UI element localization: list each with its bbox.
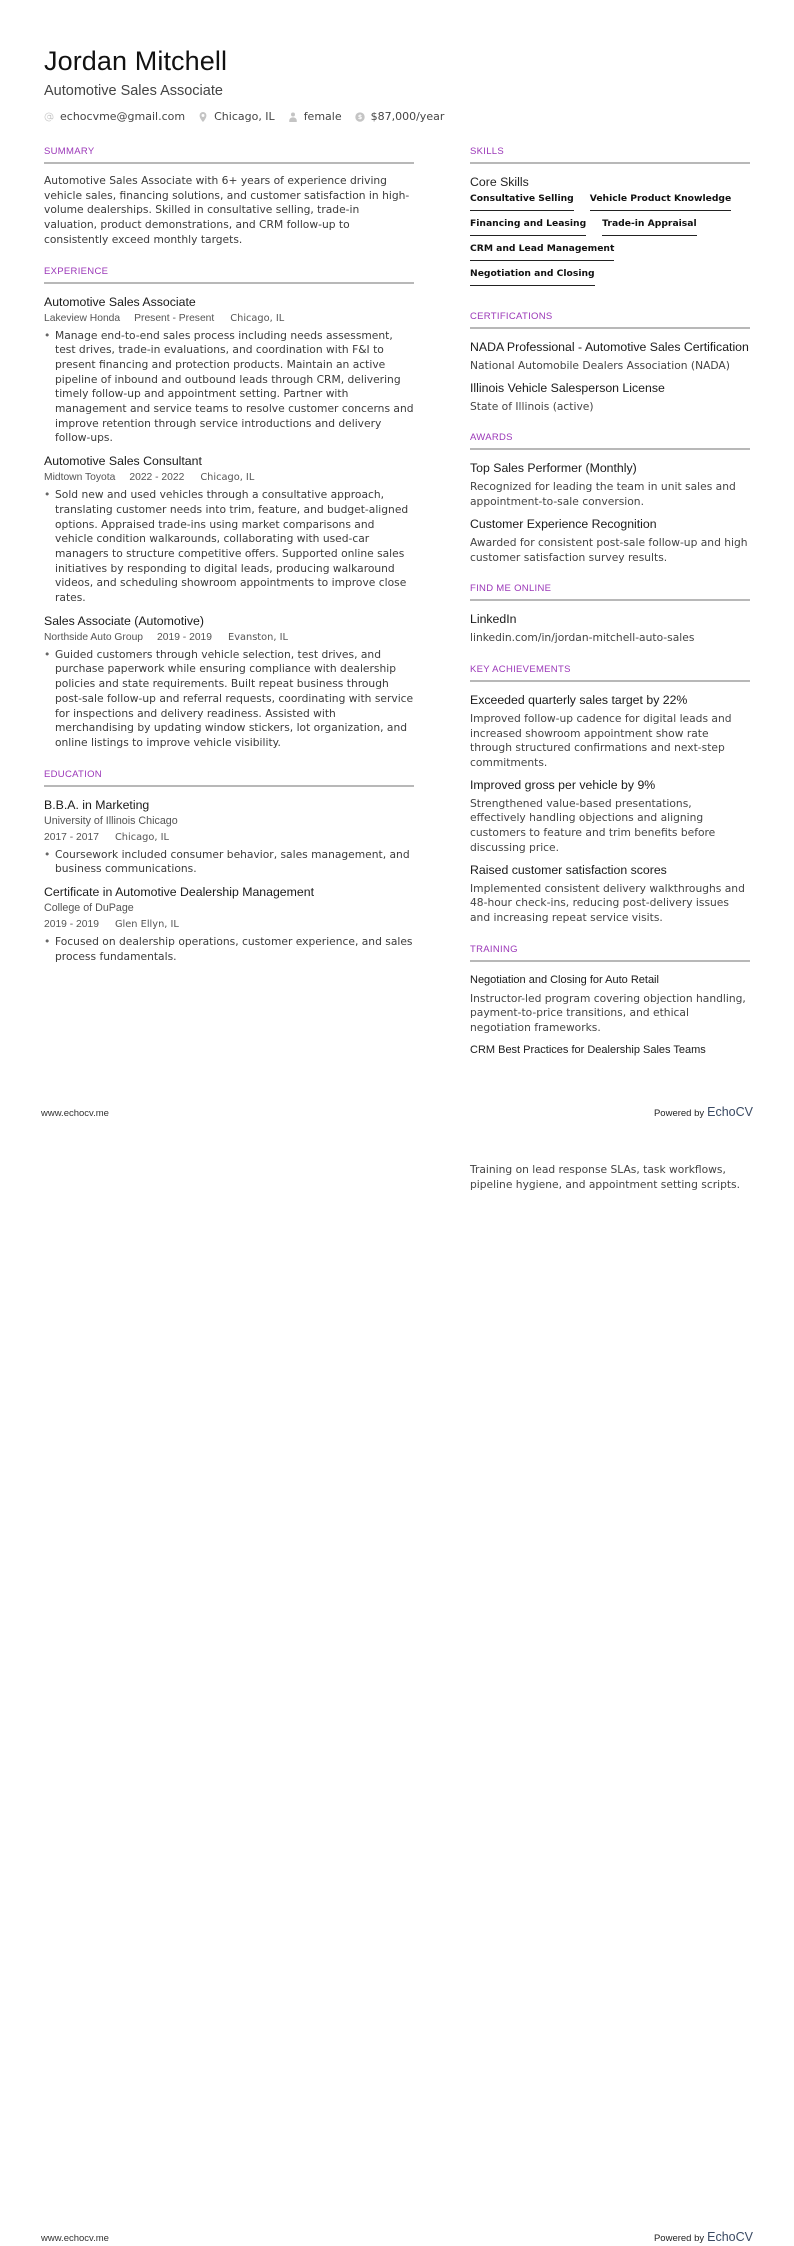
education-meta (44, 917, 414, 932)
job-entry (44, 294, 414, 447)
job-dates: 2022 - 2022 (129, 472, 185, 484)
award-title: Customer Experience Recognition (470, 516, 657, 531)
skill-tag: Trade-in Appraisal (602, 218, 696, 236)
certification-issuer: National Automobile Dealers Association (NADA) (470, 359, 730, 372)
candidate-name: Jordan Mitchell (44, 46, 228, 76)
section-heading: FIND ME ONLINE (470, 583, 552, 595)
powered-by (654, 2226, 753, 2245)
education-bullets (44, 935, 414, 964)
job-meta (44, 630, 414, 645)
certification-title: NADA Professional - Automotive Sales Certification (470, 340, 749, 354)
education-bullet: • Focused on dealership operations, customer experience, and sales process fundamentals. (44, 935, 414, 964)
section-heading: AWARDS (470, 432, 513, 444)
summary-text: Automotive Sales Associate with 6+ years of experience driving vehicle sales, financing solutions, and customer satisfaction in high-volume dealerships. Skilled in consultative selling, trade-in valuation, product demonstrations, and CRM follow-up to consistently exceed monthly targets. (44, 174, 410, 246)
education-bullet: • Coursework included consumer behavior, sales management, and business communications. (44, 848, 414, 877)
job-meta (44, 470, 414, 485)
job-bullet: • Manage end-to-end sales process including needs assessment, test drives, trade-in evaluations, and coordination with F&I to present financing and protection products. Maintain an active pipeline of inbound and outbound leads through CRM, delivering timely follow-up and appointment setting. Partner with management and service teams to resolve customer concerns and improve retention through service introductions and delivery follow-ups. (44, 329, 414, 447)
certification-entry (470, 339, 750, 374)
footer-site-link[interactable]: www.echocv.me (41, 1108, 109, 1119)
section-divider (470, 162, 750, 164)
training-entry (470, 1042, 750, 1058)
svg-text:$: $ (357, 113, 362, 121)
powered-by-label: Powered by (653, 2233, 705, 2244)
online-section (470, 583, 750, 646)
training-description: Instructor-led program covering objection handling, payment-to-price transitions, and ethical negotiation frameworks. (470, 991, 746, 1035)
job-location: Chicago, IL (230, 312, 285, 324)
section-heading: EXPERIENCE (44, 265, 109, 277)
achievement-description: Implemented consistent delivery walkthroughs and 48-hour check-ins, reducing post-delivery issues and increasing repeat service visits. (470, 881, 745, 924)
dollar-icon (355, 112, 365, 122)
brand-logo[interactable]: EchoCV (707, 1105, 753, 1119)
job-dates: 2019 - 2019 (157, 631, 212, 643)
section-divider (470, 599, 750, 601)
location-text: Chicago, IL (214, 110, 275, 123)
brand-logo[interactable]: EchoCV (707, 2230, 753, 2244)
section-divider (44, 282, 414, 284)
section-divider (470, 327, 750, 329)
left-column (44, 146, 414, 983)
footer-site-link[interactable]: www.echocv.me (41, 2233, 109, 2244)
job-location: Chicago, IL (200, 472, 255, 484)
job-title: Automotive Sales Associate (44, 294, 196, 309)
job-title: Automotive Sales Consultant (44, 454, 202, 469)
training-section (470, 944, 750, 1058)
award-entry (470, 516, 750, 565)
education-location: Chicago, IL (114, 831, 169, 843)
achievement-description: Improved follow-up cadence for digital leads and increased showroom appointment show rate through structured confirmations and next-step commitments. (470, 711, 732, 770)
degree-title: Certificate in Automotive Dealership Management (44, 885, 314, 900)
job-title: Sales Associate (Automotive) (44, 613, 204, 628)
degree-title: B.B.A. in Marketing (44, 797, 150, 812)
award-description: Awarded for consistent post-sale follow-up and high customer satisfaction survey results. (470, 535, 748, 564)
candidate-title: Automotive Sales Associate (44, 83, 223, 99)
education-bullets (44, 848, 414, 877)
profile-network: LinkedIn (470, 612, 517, 627)
gender-text: female (303, 110, 342, 123)
powered-by-label: Powered by (653, 1108, 705, 1119)
section-heading: CERTIFICATIONS (470, 311, 553, 322)
skill-tag: Vehicle Product Knowledge (590, 193, 732, 211)
job-location: Evanston, IL (228, 631, 288, 643)
award-title: Top Sales Performer (Monthly) (470, 461, 637, 476)
award-entry (470, 460, 750, 509)
contact-salary (355, 110, 445, 123)
at-icon (44, 112, 54, 122)
job-bullets (44, 329, 414, 447)
skill-tag: Negotiation and Closing (470, 268, 595, 286)
award-description: Recognized for leading the team in unit sales and appointment-to-sale conversion. (470, 480, 736, 509)
education-meta (44, 830, 414, 845)
summary-section (44, 146, 414, 248)
experience-section (44, 266, 414, 751)
job-entry (44, 613, 414, 751)
section-divider (44, 162, 414, 164)
education-entry (44, 797, 414, 877)
job-entry (44, 453, 414, 606)
contact-email[interactable] (44, 110, 185, 123)
achievement-title: Exceeded quarterly sales target by 22% (470, 692, 688, 707)
education-section (44, 769, 414, 965)
school-name: College of DuPage (44, 902, 134, 915)
section-divider (470, 448, 750, 450)
achievement-description: Strengthened value-based presentations, effectively handling objections and aligning customers to feature and trim benefits before discussing price. (470, 796, 716, 854)
training-overflow (470, 1163, 750, 1198)
company-name: Midtown Toyota (44, 472, 116, 484)
achievement-title: Raised customer satisfaction scores (470, 862, 667, 877)
skill-tag: CRM and Lead Management (470, 243, 614, 261)
skills-list (470, 193, 750, 293)
contact-location (198, 110, 275, 123)
job-bullets (44, 648, 414, 751)
section-heading: KEY ACHIEVEMENTS (470, 663, 571, 675)
job-bullets (44, 488, 414, 606)
company-name: Lakeview Honda (44, 312, 121, 324)
education-dates: 2019 - 2019 (44, 919, 99, 931)
contact-gender (288, 110, 342, 123)
education-location: Glen Ellyn, IL (114, 919, 179, 931)
school-name: University of Illinois Chicago (44, 814, 178, 827)
section-heading: EDUCATION (44, 768, 102, 780)
education-dates: 2017 - 2017 (44, 831, 99, 843)
skills-section (470, 146, 750, 293)
training-entry (470, 972, 750, 1036)
certifications-section (470, 311, 750, 414)
page-footer (41, 1101, 753, 1120)
section-divider (44, 785, 414, 787)
right-column (470, 146, 750, 1076)
training-title: CRM Best Practices for Dealership Sales Teams (470, 1043, 706, 1056)
contact-row (44, 110, 744, 123)
section-heading: SUMMARY (44, 146, 95, 157)
skills-group-title: Core Skills (470, 175, 529, 189)
skill-tag: Financing and Leasing (470, 218, 586, 236)
section-heading: SKILLS (470, 146, 505, 157)
resume-header (44, 44, 744, 123)
training-description: Training on lead response SLAs, task workflows, pipeline hygiene, and appointment setting scripts. (470, 1163, 741, 1191)
online-profile-entry (470, 611, 750, 646)
certification-issuer: State of Illinois (active) (470, 399, 594, 413)
education-entry (44, 884, 414, 964)
linkedin-link[interactable]: linkedin.com/in/jordan-mitchell-auto-sales (470, 631, 695, 645)
section-heading: TRAINING (470, 943, 518, 955)
job-bullet: • Sold new and used vehicles through a consultative approach, translating customer needs into trim, feature, and budget-aligned options. Appraised trade-ins using market comparisons and vehicle condition walkarounds, collaborating with used-car managers to structure competitive offers. Supported online sales initiatives by responding to digital leads, producing walkaround videos, and scheduling showroom appointments to improve close rates. (44, 488, 414, 606)
achievements-section (470, 664, 750, 926)
skill-tag: Consultative Selling (470, 193, 574, 211)
achievement-entry (470, 777, 750, 856)
job-bullet: • Guided customers through vehicle selection, test drives, and purchase paperwork while ensuring compliance with dealership policies and state requirements. Built repeat business through post-sale follow-up and referral requests, coordinating with service for inspections and delivery readiness. Assisted with merchandising by updating window stickers, lot organization, and online listings to improve vehicle visibility. (44, 648, 414, 751)
achievement-entry (470, 862, 750, 926)
section-divider (470, 680, 750, 682)
person-icon (288, 112, 298, 122)
email-text: echocvme@gmail.com (60, 110, 186, 123)
achievement-title: Improved gross per vehicle by 9% (470, 777, 656, 792)
certification-title: Illinois Vehicle Salesperson License (470, 380, 665, 395)
page-footer (41, 2226, 753, 2245)
certification-entry (470, 380, 750, 415)
awards-section (470, 432, 750, 565)
training-title: Negotiation and Closing for Auto Retail (470, 973, 659, 986)
section-divider (470, 960, 750, 962)
map-pin-icon (198, 112, 208, 122)
salary-text: $87,000/year (370, 110, 445, 123)
job-meta (44, 311, 414, 326)
company-name: Northside Auto Group (44, 631, 144, 643)
powered-by (654, 1101, 753, 1120)
job-dates: Present - Present (134, 312, 215, 324)
achievement-entry (470, 692, 750, 771)
